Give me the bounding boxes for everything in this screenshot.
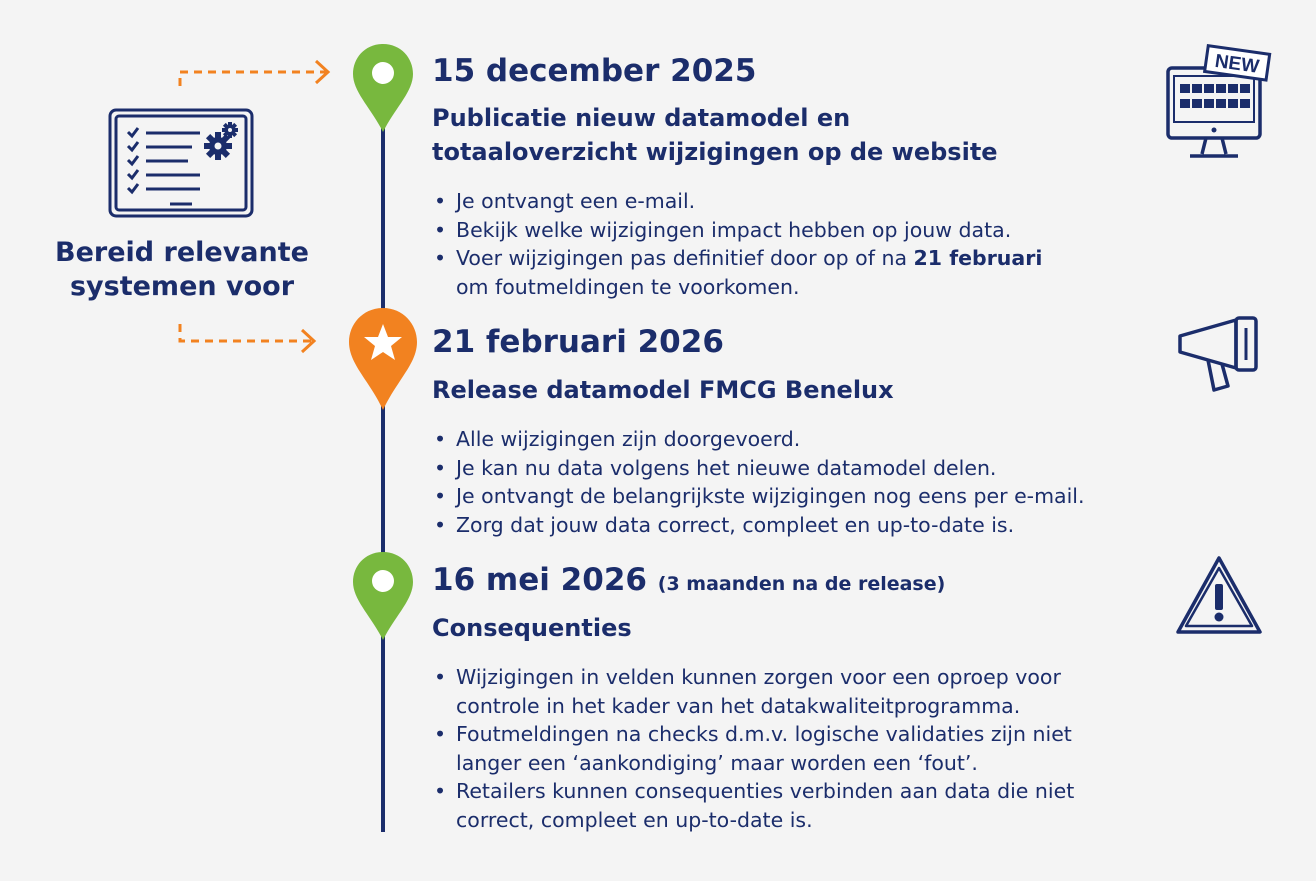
milestone-3-bullets — [432, 663, 1074, 835]
milestone-1-heading-line1: Publicatie nieuw datamodel en — [432, 104, 851, 132]
list-item: • Je kan nu data volgens het nieuwe datamodel delen. — [432, 454, 1085, 483]
bullet-line: Foutmeldingen na checks d.m.v. logische validaties zijn niet — [456, 722, 1072, 747]
timeline-line — [381, 120, 385, 832]
milestone-2-heading — [432, 373, 894, 407]
bullet-text: Voer wijzigingen pas definitief door op of na — [456, 246, 914, 271]
prepare-systems-label-line2: systemen voor — [69, 271, 295, 302]
new-monitor-icon — [1162, 44, 1276, 166]
prepare-systems-label-line1: Bereid relevante — [55, 237, 309, 268]
milestone-3-date-text: 16 mei 2026 — [432, 562, 647, 598]
milestone-2-date — [432, 325, 724, 359]
milestone-1-date — [432, 54, 756, 88]
new-badge-text: NEW — [1213, 50, 1261, 78]
list-item: • Je ontvangt de belangrijkste wijzigingen nog eens per e-mail. — [432, 482, 1085, 511]
milestone-3-date-note: (3 maanden na de release) — [657, 573, 946, 595]
bullet-line: Retailers kunnen consequenties verbinden aan data die niet — [456, 779, 1075, 804]
list-item: • Zorg dat jouw data correct, compleet en up-to-date is. — [432, 511, 1085, 540]
settings-checklist-monitor-icon — [106, 106, 256, 222]
milestone-3-heading — [432, 611, 632, 645]
star-pin-icon — [347, 306, 419, 414]
list-item — [432, 777, 1074, 834]
bullet-text-continued: om foutmeldingen te voorkomen. — [456, 274, 800, 299]
arrow-to-first-milestone — [174, 56, 334, 92]
list-item: • Je ontvangt een e-mail. — [432, 187, 1042, 216]
milestone-1-bullets — [432, 187, 1042, 301]
bullet-line: langer een ‘aankondiging’ maar worden een ‘fout’. — [456, 750, 978, 775]
arrow-to-second-milestone — [174, 320, 324, 354]
bullet-bold-date: 21 februari — [913, 246, 1043, 271]
megaphone-icon — [1174, 314, 1264, 396]
location-pin-icon — [351, 42, 415, 138]
list-item — [432, 720, 1074, 777]
list-item — [432, 663, 1074, 720]
bullet-line: correct, compleet en up-to-date is. — [456, 807, 813, 832]
milestone-2-date-text: 21 februari 2026 — [432, 324, 724, 360]
location-pin-icon — [351, 550, 415, 646]
milestone-3-heading-line1: Consequenties — [432, 614, 632, 642]
bullet-line: controle in het kader van het datakwaliteitprogramma. — [456, 693, 1021, 718]
milestone-1-heading — [432, 101, 998, 169]
milestone-3-date — [432, 563, 945, 597]
list-item: • Bekijk welke wijzigingen impact hebben op jouw data. — [432, 216, 1042, 245]
milestone-1-heading-line2: totaaloverzicht wijzigingen op de website — [432, 138, 998, 166]
milestone-1-date-text: 15 december 2025 — [432, 53, 757, 89]
milestone-2-bullets — [432, 425, 1085, 539]
list-item — [432, 244, 1042, 301]
prepare-systems-label — [30, 236, 334, 304]
milestone-2-heading-line1: Release datamodel FMCG Benelux — [432, 376, 894, 404]
bullet-line: Wijzigingen in velden kunnen zorgen voor een oproep voor — [456, 665, 1061, 689]
list-item: • Alle wijzigingen zijn doorgevoerd. — [432, 425, 1085, 454]
warning-triangle-icon — [1174, 554, 1264, 636]
